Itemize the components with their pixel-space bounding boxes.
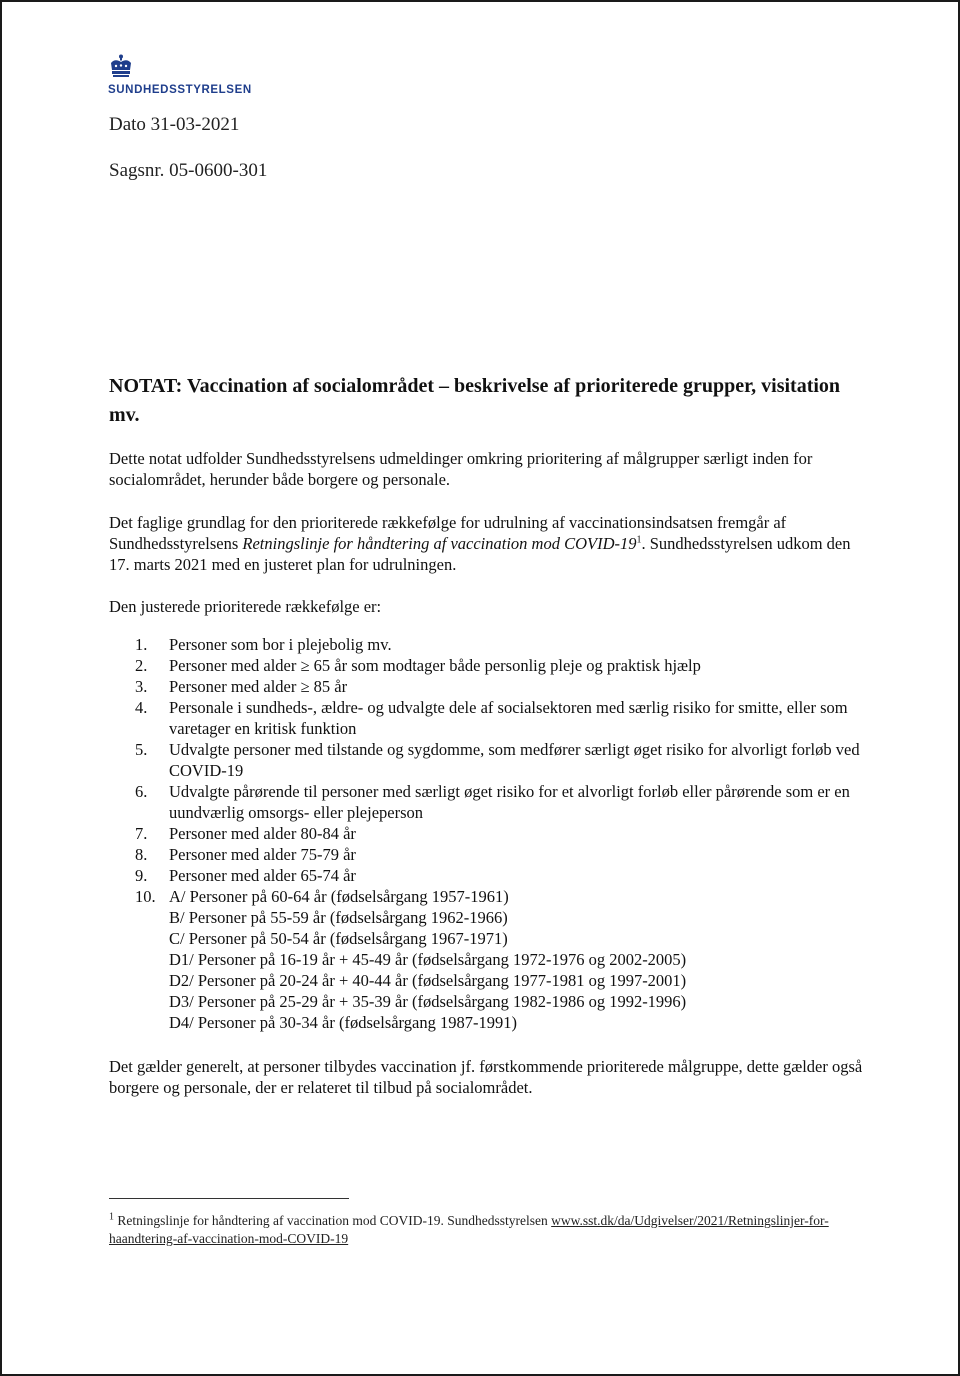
list-item-text: Udvalgte personer med tilstande og sygdomme, som medfører særligt øget risiko for alvorligt forløb ved COVID-19 [169, 740, 860, 780]
list-item [135, 781, 865, 823]
crown-icon [108, 54, 134, 80]
sub-item: B/ Personer på 55-59 år (fødselsårgang 1962-1966) [169, 908, 508, 927]
basis-paragraph [109, 512, 869, 575]
guideline-title: Retningslinje for håndtering af vaccination mod COVID-19 [242, 534, 637, 553]
document-date: Dato 31-03-2021 [109, 114, 240, 135]
closing-paragraph: Det gælder generelt, at personer tilbydes vaccination jf. førstkommende prioriterede målgruppe, dette gælder også borgere og personale, der er relateret til tilbud på socialområdet. [109, 1057, 863, 1097]
sub-item: D4/ Personer på 30-34 år (fødselsårgang 1987-1991) [169, 1013, 517, 1032]
list-item-text: Personer med alder 65-74 år [169, 866, 356, 885]
footnote [109, 1212, 829, 1248]
list-item [135, 739, 865, 781]
list-item-number: 1. [135, 635, 148, 654]
document-title: NOTAT: Vaccination af socialområdet – beskrivelse af prioriterede grupper, visitation mv. [109, 375, 841, 426]
list-item-text: Personer med alder ≥ 65 år som modtager både personlig pleje og praktisk hjælp [169, 656, 701, 675]
list-item-text: Udvalgte pårørende til personer med særligt øget risiko for et alvorligt forløb eller pårørende som er en uundværlig omsorgs- eller plejeperson [169, 782, 850, 822]
footnote-text: Retningslinje for håndtering af vaccination mod COVID-19. Sundhedsstyrelsen [114, 1213, 552, 1228]
list-item [135, 655, 865, 676]
list-item-text: Personale i sundheds-, ældre- og udvalgte dele af socialsektoren med særlig risiko for smitte, eller som varetager en kritisk funktion [169, 698, 848, 738]
list-item [135, 865, 865, 886]
list-intro: Den justerede prioriterede rækkefølge er: [109, 597, 382, 616]
intro-paragraph: Dette notat udfolder Sundhedsstyrelsens udmeldinger omkring prioritering af målgrupper særligt inden for socialområdet, herunder både borgere og personale. [109, 449, 813, 489]
list-item-10 [135, 886, 865, 1033]
priority-list [135, 634, 865, 1033]
sub-item: D1/ Personer på 16-19 år + 45-49 år (fødselsårgang 1972-1976 og 2002-2005) [169, 950, 687, 969]
sub-item: D3/ Personer på 25-29 år + 35-39 år (fødselsårgang 1982-1986 og 1992-1996) [169, 992, 687, 1011]
list-item-number: 2. [135, 656, 148, 675]
list-item-number: 9. [135, 866, 148, 885]
basis-text-after: . Sundhedsstyrelsen udkom den 17. marts 2021 med en justeret plan for udrulningen. [109, 534, 851, 574]
list-item [135, 823, 865, 844]
list-item [135, 697, 865, 739]
list-item-number: 4. [135, 698, 148, 717]
list-item-number: 5. [135, 740, 148, 759]
list-item-number: 3. [135, 677, 148, 696]
footnote-number: 1 [109, 1211, 114, 1223]
sub-item: C/ Personer på 50-54 år (fødselsårgang 1967-1971) [169, 929, 508, 948]
basis-text-before: Det faglige grundlag for den prioriterede rækkefølge for udrulning af vaccinationsindsatsen fremgår af Sundhedsstyrelsens [109, 513, 787, 553]
case-number: Sagsnr. 05-0600-301 [109, 160, 268, 181]
sub-item: A/ Personer på 60-64 år (fødselsårgang 1957-1961) [169, 887, 509, 906]
footnote-link[interactable]: www.sst.dk/da/Udgivelser/2021/Retningslinjer-for-haandtering-af-vaccination-mod-COVID-19 [109, 1213, 829, 1246]
list-item-text: Personer med alder 80-84 år [169, 824, 356, 843]
list-item-text: Personer med alder 75-79 år [169, 845, 356, 864]
list-item-text: Personer med alder ≥ 85 år [169, 677, 348, 696]
logo-text: SUNDHEDSSTYRELSEN [108, 84, 252, 96]
footnote-divider [109, 1198, 349, 1199]
list-item [135, 634, 865, 655]
list-item-number: 10. [135, 887, 156, 906]
list-item-number: 7. [135, 824, 148, 843]
list-item-number: 8. [135, 845, 148, 864]
list-item [135, 844, 865, 865]
sundhedsstyrelsen-logo [106, 54, 286, 100]
sub-item: D2/ Personer på 20-24 år + 40-44 år (fødselsårgang 1977-1981 og 1997-2001) [169, 971, 687, 990]
list-item-text: Personer som bor i plejebolig mv. [169, 635, 392, 654]
list-item-number: 6. [135, 782, 148, 801]
list-item [135, 676, 865, 697]
footnote-ref: 1 [636, 534, 642, 546]
